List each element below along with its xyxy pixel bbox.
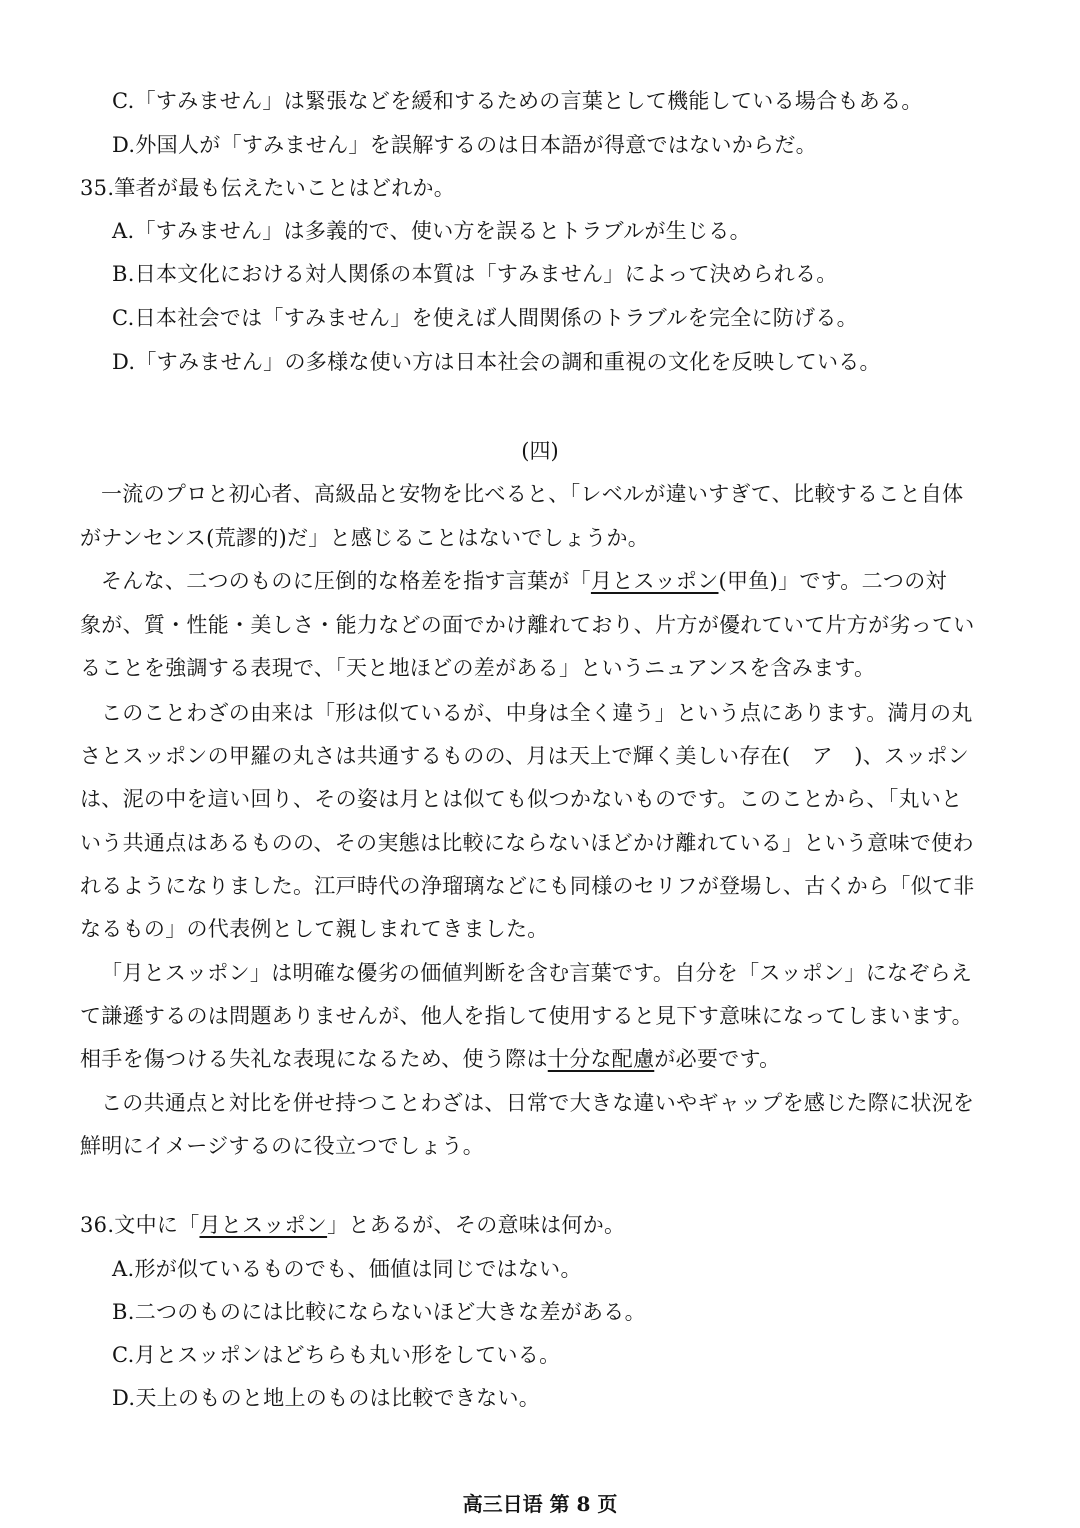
- passage-p1-line1: 一流のプロと初心者、高級品と安物を比べると、「レベルが違いすぎて、比較すること自体: [101, 482, 964, 506]
- underlined-phrase-juubun-na-hairyo: 十分な配慮: [547, 1047, 655, 1071]
- passage-p4-line2: て謙遜するのは問題ありませんが、他人を指して使用すると見下す意味になってしまいます。: [80, 1004, 973, 1028]
- q34-option-c: C.「すみません」は緊張などを緩和するための言葉として機能している場合もある。: [112, 89, 923, 113]
- q36-stem-post: 」とあるが、その意味は何か。: [327, 1213, 626, 1237]
- q36-option-b: B.二つのものには比較にならないほど大きな差がある。: [112, 1300, 646, 1324]
- section-title: (四): [521, 439, 559, 463]
- q35-option-c: C.日本社会では「すみません」を使えば人間関係のトラブルを完全に防げる。: [112, 306, 858, 330]
- passage-p2-text-post: (甲鱼)」です。二つの対: [718, 569, 947, 593]
- q34-option-d: D.外国人が「すみません」を誤解するのは日本語が得意ではないからだ。: [112, 133, 817, 157]
- passage-p2-text-pre: そんな、二つのものに圧倒的な格差を指す言葉が「: [101, 569, 591, 593]
- page-footer: 高三日语 第 8 页: [462, 1492, 618, 1516]
- passage-p4-text-post: が必要です。: [654, 1047, 781, 1071]
- passage-p3-line3: は、泥の中を這い回り、その姿は月とは似ても似つかないものです。このことから、「丸いと: [80, 787, 963, 811]
- passage-p3-line6: なるもの」の代表例として親しまれてきました。: [80, 917, 549, 941]
- passage-p2-line1: [101, 566, 947, 596]
- passage-p4-line3: [80, 1044, 780, 1074]
- passage-p5-line1: この共通点と対比を併せ持つことわざは、日常で大きな違いやギャップを感じた際に状況を: [101, 1091, 975, 1115]
- q36-stem-pre: 36.文中に「: [80, 1213, 200, 1237]
- passage-p2-line2: 象が、質・性能・美しさ・能力などの面でかけ離れており、片方が優れていて片方が劣ってい: [80, 613, 975, 637]
- passage-p3-line2: さとスッポンの甲羅の丸さは共通するものの、月は天上で輝く美しい存在( ア )、スッポン: [80, 744, 970, 768]
- q36-option-d: D.天上のものと地上のものは比較できない。: [112, 1386, 541, 1410]
- passage-p4-line1: 「月とスッポン」は明確な優劣の価値判断を含む言葉です。自分を「スッポン」になぞらえ: [101, 961, 973, 985]
- passage-p2-line3: ることを強調する表現で、「天と地ほどの差がある」というニュアンスを含みます。: [80, 656, 876, 680]
- q35-stem: 35.筆者が最も伝えたいことはどれか。: [80, 176, 456, 200]
- underlined-phrase-tsuki-to-suppon: 月とスッポン: [590, 569, 719, 593]
- q36-stem: [80, 1210, 625, 1240]
- q36-option-a: A.形が似ているものでも、価値は同じではない。: [112, 1257, 582, 1281]
- q35-option-b: B.日本文化における対人関係の本質は「すみません」によって決められる。: [112, 262, 838, 286]
- q35-option-d: D.「すみません」の多様な使い方は日本社会の調和重視の文化を反映している。: [112, 350, 881, 374]
- passage-p1-line2: がナンセンス(荒謬的)だ」と感じることはないでしょうか。: [80, 526, 650, 550]
- passage-p3-line5: れるようになりました。江戸時代の浄瑠璃などにも同様のセリフが登場し、古くから「似て非: [80, 874, 975, 898]
- passage-p5-line2: 鮮明にイメージするのに役立つでしょう。: [80, 1134, 485, 1158]
- q36-option-c: C.月とスッポンはどちらも丸い形をしている。: [112, 1343, 561, 1367]
- passage-p4-text-pre: 相手を傷つける失礼な表現になるため、使う際は: [80, 1047, 548, 1071]
- passage-p3-line4: いう共通点はあるものの、その実態は比較にならないほどかけ離れている」という意味で使わ: [80, 831, 974, 855]
- passage-p3-line1: このことわざの由来は「形は似ているが、中身は全く違う」という点にあります。満月の丸: [101, 701, 973, 725]
- q36-underlined-phrase: 月とスッポン: [199, 1213, 328, 1237]
- q35-option-a: A.「すみません」は多義的で、使い方を誤るとトラブルが生じる。: [112, 219, 751, 243]
